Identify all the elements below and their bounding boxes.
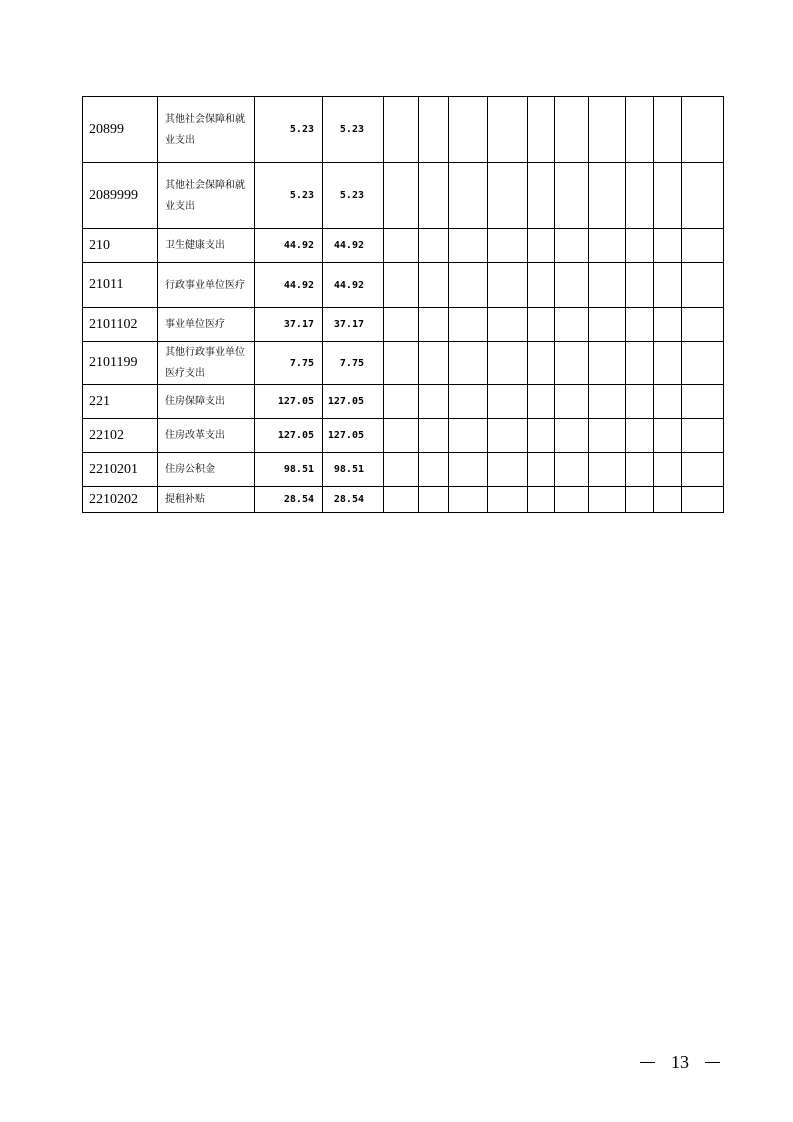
empty-cell: [555, 263, 589, 308]
row-basic-cell: 28.54: [323, 487, 384, 513]
empty-cell: [626, 487, 654, 513]
empty-cell: [449, 263, 488, 308]
empty-cell: [555, 419, 589, 453]
empty-cell: [384, 453, 419, 487]
empty-cell: [626, 229, 654, 263]
empty-cell: [384, 385, 419, 419]
row-total-cell: 7.75: [255, 342, 323, 385]
empty-cell: [449, 163, 488, 229]
empty-cell: [654, 342, 682, 385]
empty-cell: [589, 163, 626, 229]
empty-cell: [384, 229, 419, 263]
row-code-cell: 22102: [83, 419, 158, 453]
empty-cell: [384, 487, 419, 513]
empty-cell: [682, 453, 724, 487]
row-name-cell: 提租补贴: [158, 487, 255, 513]
row-code-cell: 2089999: [83, 163, 158, 229]
empty-cell: [384, 419, 419, 453]
empty-cell: [555, 308, 589, 342]
empty-cell: [555, 97, 589, 163]
empty-cell: [488, 263, 528, 308]
row-name-cell: 其他社会保障和就业支出: [158, 97, 255, 163]
empty-cell: [682, 419, 724, 453]
page-number-left-dash: [640, 1062, 655, 1063]
row-name-cell: 行政事业单位医疗: [158, 263, 255, 308]
empty-cell: [528, 385, 555, 419]
empty-cell: [555, 163, 589, 229]
empty-cell: [654, 163, 682, 229]
empty-cell: [488, 453, 528, 487]
table-row: [83, 487, 724, 513]
empty-cell: [449, 229, 488, 263]
table-row: [83, 163, 724, 229]
row-total-cell: 28.54: [255, 487, 323, 513]
row-total-cell: 44.92: [255, 263, 323, 308]
empty-cell: [419, 487, 449, 513]
empty-cell: [449, 342, 488, 385]
empty-cell: [555, 385, 589, 419]
row-basic-cell: 37.17: [323, 308, 384, 342]
empty-cell: [589, 229, 626, 263]
empty-cell: [528, 453, 555, 487]
empty-cell: [449, 308, 488, 342]
empty-cell: [419, 97, 449, 163]
row-total-cell: 5.23: [255, 163, 323, 229]
empty-cell: [384, 342, 419, 385]
empty-cell: [449, 419, 488, 453]
row-name-cell: 住房保障支出: [158, 385, 255, 419]
row-code-cell: 221: [83, 385, 158, 419]
page-number: [640, 1050, 720, 1074]
empty-cell: [589, 453, 626, 487]
empty-cell: [589, 342, 626, 385]
empty-cell: [654, 308, 682, 342]
row-name-cell: 其他社会保障和就业支出: [158, 163, 255, 229]
empty-cell: [682, 342, 724, 385]
table-row: [83, 385, 724, 419]
empty-cell: [528, 342, 555, 385]
empty-cell: [626, 308, 654, 342]
empty-cell: [419, 163, 449, 229]
row-basic-cell: 98.51: [323, 453, 384, 487]
empty-cell: [589, 385, 626, 419]
budget-expenditure-table: [82, 96, 724, 513]
empty-cell: [626, 419, 654, 453]
row-basic-cell: 7.75: [323, 342, 384, 385]
empty-cell: [449, 385, 488, 419]
row-basic-cell: 127.05: [323, 385, 384, 419]
row-basic-cell: 44.92: [323, 263, 384, 308]
empty-cell: [419, 308, 449, 342]
empty-cell: [626, 453, 654, 487]
row-code-cell: 20899: [83, 97, 158, 163]
empty-cell: [419, 453, 449, 487]
empty-cell: [488, 163, 528, 229]
empty-cell: [555, 487, 589, 513]
empty-cell: [555, 342, 589, 385]
table-body: [83, 97, 724, 513]
row-total-cell: 127.05: [255, 419, 323, 453]
empty-cell: [419, 385, 449, 419]
empty-cell: [488, 385, 528, 419]
row-total-cell: 5.23: [255, 97, 323, 163]
empty-cell: [589, 263, 626, 308]
empty-cell: [488, 487, 528, 513]
row-basic-cell: 44.92: [323, 229, 384, 263]
empty-cell: [384, 308, 419, 342]
row-name-cell: 卫生健康支出: [158, 229, 255, 263]
row-name-cell: 住房公积金: [158, 453, 255, 487]
empty-cell: [682, 97, 724, 163]
empty-cell: [626, 163, 654, 229]
empty-cell: [682, 263, 724, 308]
empty-cell: [384, 163, 419, 229]
row-name-cell: 住房改革支出: [158, 419, 255, 453]
row-total-cell: 44.92: [255, 229, 323, 263]
empty-cell: [419, 342, 449, 385]
empty-cell: [528, 308, 555, 342]
row-total-cell: 37.17: [255, 308, 323, 342]
empty-cell: [528, 229, 555, 263]
empty-cell: [449, 453, 488, 487]
empty-cell: [419, 419, 449, 453]
empty-cell: [654, 97, 682, 163]
row-code-cell: 2210202: [83, 487, 158, 513]
row-code-cell: 21011: [83, 263, 158, 308]
empty-cell: [589, 419, 626, 453]
empty-cell: [528, 263, 555, 308]
row-basic-cell: 127.05: [323, 419, 384, 453]
empty-cell: [654, 419, 682, 453]
table-row: [83, 342, 724, 385]
empty-cell: [528, 487, 555, 513]
empty-cell: [589, 308, 626, 342]
empty-cell: [419, 229, 449, 263]
empty-cell: [449, 97, 488, 163]
empty-cell: [488, 229, 528, 263]
empty-cell: [654, 385, 682, 419]
table-row: [83, 229, 724, 263]
table-row: [83, 97, 724, 163]
empty-cell: [384, 263, 419, 308]
empty-cell: [654, 229, 682, 263]
table-row: [83, 263, 724, 308]
empty-cell: [682, 229, 724, 263]
row-basic-cell: 5.23: [323, 163, 384, 229]
empty-cell: [654, 453, 682, 487]
empty-cell: [682, 308, 724, 342]
empty-cell: [555, 229, 589, 263]
row-code-cell: 2210201: [83, 453, 158, 487]
empty-cell: [589, 97, 626, 163]
empty-cell: [384, 97, 419, 163]
empty-cell: [682, 163, 724, 229]
empty-cell: [589, 487, 626, 513]
empty-cell: [654, 487, 682, 513]
empty-cell: [682, 487, 724, 513]
empty-cell: [488, 419, 528, 453]
table-row: [83, 308, 724, 342]
empty-cell: [682, 385, 724, 419]
empty-cell: [528, 97, 555, 163]
empty-cell: [528, 419, 555, 453]
row-total-cell: 98.51: [255, 453, 323, 487]
page-number-right-dash: [705, 1062, 720, 1063]
empty-cell: [555, 453, 589, 487]
row-code-cell: 2101199: [83, 342, 158, 385]
empty-cell: [528, 163, 555, 229]
empty-cell: [488, 308, 528, 342]
empty-cell: [488, 342, 528, 385]
empty-cell: [654, 263, 682, 308]
empty-cell: [419, 263, 449, 308]
empty-cell: [449, 487, 488, 513]
empty-cell: [626, 385, 654, 419]
row-code-cell: 2101102: [83, 308, 158, 342]
row-code-cell: 210: [83, 229, 158, 263]
empty-cell: [626, 263, 654, 308]
table-row: [83, 453, 724, 487]
row-total-cell: 127.05: [255, 385, 323, 419]
row-name-cell: 事业单位医疗: [158, 308, 255, 342]
empty-cell: [626, 342, 654, 385]
row-name-cell: 其他行政事业单位医疗支出: [158, 342, 255, 385]
empty-cell: [626, 97, 654, 163]
row-basic-cell: 5.23: [323, 97, 384, 163]
table-row: [83, 419, 724, 453]
empty-cell: [488, 97, 528, 163]
page-number-value: 13: [671, 1051, 689, 1072]
